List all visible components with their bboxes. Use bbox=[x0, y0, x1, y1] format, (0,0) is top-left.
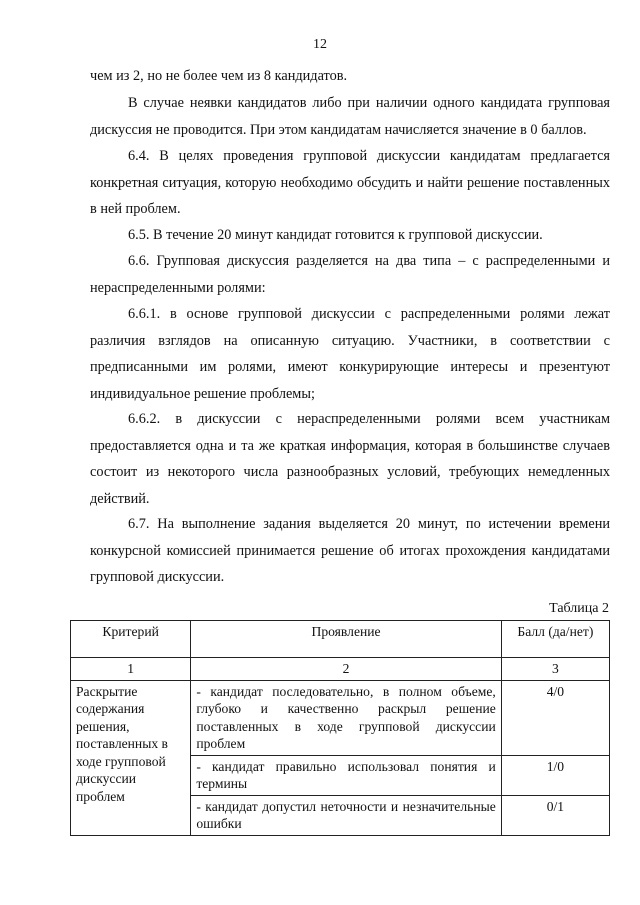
column-number: 3 bbox=[501, 658, 609, 681]
table-caption: Таблица 2 bbox=[549, 601, 609, 616]
paragraph-6-6-2: 6.6.2. в дискуссии с нераспределенными ролями всем участникам предоставляется одна и та же краткая информация, которая в большинстве случаев состоит из некоторого числа разнообразных условий, требующих немедленных действий. bbox=[90, 411, 610, 507]
paragraph-no-show: В случае неявки кандидатов либо при наличии одного кандидата групповая дискуссия не проводится. При этом кандидатам начисляется значение в 0 баллов. bbox=[90, 95, 610, 138]
table-column-numbers-row bbox=[71, 658, 610, 681]
score-cell: 4/0 bbox=[501, 680, 609, 755]
paragraph-6-7: 6.7. На выполнение задания выделяется 20 минут, по истечении времени конкурсной комиссией принимается решение об итогах прохождения кандидатами групповой дискуссии. bbox=[90, 516, 610, 585]
criteria-table bbox=[70, 620, 610, 836]
header-manifestation: Проявление bbox=[191, 621, 501, 658]
paragraph-continuation: чем из 2, но не более чем из 8 кандидатов. bbox=[90, 68, 348, 84]
table-header-row bbox=[71, 621, 610, 658]
score-cell: 0/1 bbox=[501, 795, 609, 835]
manifestation-cell: - кандидат допустил неточности и незначительные ошибки bbox=[191, 795, 501, 835]
criterion-cell: Раскрытие содержания решения, поставленных в ходе групповой дискуссии проблем bbox=[71, 680, 191, 835]
paragraph-6-5: 6.5. В течение 20 минут кандидат готовится к групповой дискуссии. bbox=[128, 227, 543, 243]
paragraph-6-4: 6.4. В целях проведения групповой дискуссии кандидатам предлагается конкретная ситуация, которую необходимо обсудить и найти решение поставленных в ней проблем. bbox=[90, 148, 610, 217]
table-row bbox=[71, 680, 610, 755]
page-number: 12 bbox=[313, 37, 327, 52]
header-criterion: Критерий bbox=[71, 621, 191, 658]
column-number: 1 bbox=[71, 658, 191, 681]
paragraph-6-6: 6.6. Групповая дискуссия разделяется на два типа – с распределенными и нераспределенными ролями: bbox=[90, 253, 610, 296]
header-score: Балл (да/нет) bbox=[501, 621, 609, 658]
manifestation-cell: - кандидат последовательно, в полном объеме, глубоко и качественно раскрыл решение поставленных в ходе групповой дискуссии проблем bbox=[191, 680, 501, 755]
paragraph-6-6-1: 6.6.1. в основе групповой дискуссии с распределенными ролями лежат различия взглядов на описанную ситуацию. Участники, в соответствии с предписанными им ролями, имеют конкурирующие интересы и презентуют индивидуальное решение проблемы; bbox=[90, 306, 610, 402]
column-number: 2 bbox=[191, 658, 501, 681]
manifestation-cell: - кандидат правильно использовал понятия и термины bbox=[191, 755, 501, 795]
score-cell: 1/0 bbox=[501, 755, 609, 795]
